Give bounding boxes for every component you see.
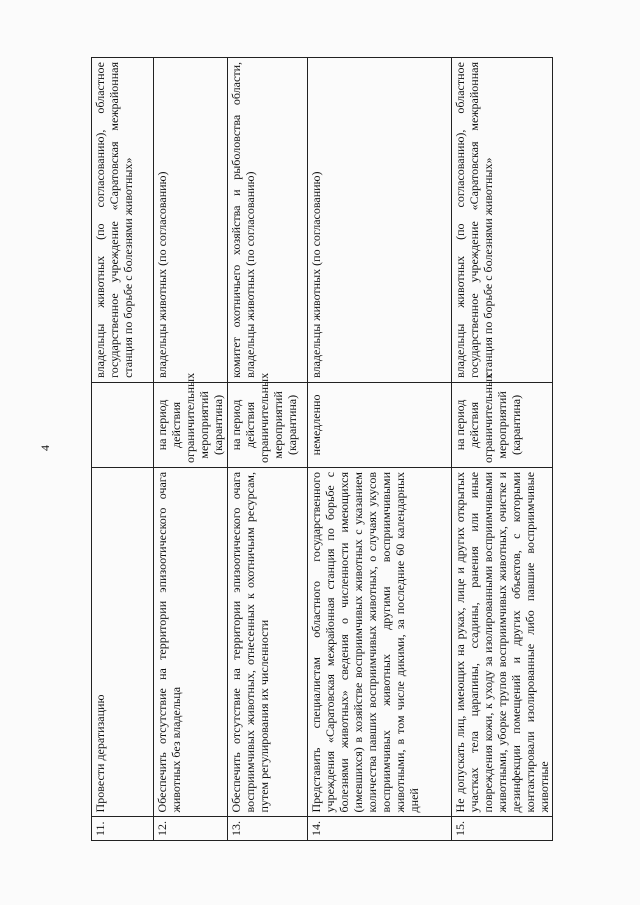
row-number: 13. (228, 817, 308, 841)
measures-table-container (91, 57, 551, 841)
measure-text: Обеспечить отсутствие на территории эпизоотического очага восприимчивых животных, отнесенных к охотничьим ресурсам, путем регулирования их численности (228, 467, 308, 816)
responsible-party: комитет охотничьего хозяйства и рыболовства области, владельцы животных (по согласованию) (228, 58, 308, 383)
measure-term: на период действия ограничительных мероприятий (карантина) (452, 382, 553, 467)
row-number: 15. (452, 817, 553, 841)
table-row (154, 58, 228, 841)
table-row (308, 58, 452, 841)
measure-text: Не допускать лиц, имеющих на руках, лице и других открытых участках тела царапины, ссадины, ранения или иные повреждения кожи, к уходу за изолированными восприимчивыми животными, уборке трупов восприимчивых животных, очистке и дезинфекции помещений и других объектов, с которыми контактировали изолированные либо павшие восприимчивые животные (452, 467, 553, 816)
measures-table (91, 57, 553, 841)
row-number: 11. (92, 817, 154, 841)
measure-term: на период действия ограничительных мероприятий (карантина) (228, 382, 308, 467)
measure-term (92, 382, 154, 467)
row-number: 14. (308, 817, 452, 841)
table-row (228, 58, 308, 841)
responsible-party: владельцы животных (по согласованию) (308, 58, 452, 383)
measure-text: Провести дератизацию (92, 467, 154, 816)
measure-text: Представить специалистам областного государственного учреждения «Саратовская межрайонная станция по борьбе с болезнями животных» сведения о численности имеющихся (имевшихся) в хозяйстве восприимчивых животных с указанием количества павших восприимчивых животных, о случаях укусов восприимчивых животных другими восприимчивыми животными, в том числе дикими, за последние 60 календарных дней (308, 467, 452, 816)
responsible-party: владельцы животных (по согласованию), областное государственное учреждение «Саратовская межрайонная станция по борьбе с болезнями животных» (452, 58, 553, 383)
measure-text: Обеспечить отсутствие на территории эпизоотического очага животных без владельца (154, 467, 228, 816)
table-row (92, 58, 154, 841)
table-row (452, 58, 553, 841)
page-number: 4 (38, 445, 52, 451)
row-number: 12. (154, 817, 228, 841)
responsible-party: владельцы животных (по согласованию), областное государственное учреждение «Саратовская межрайонная станция по борьбе с болезнями животных» (92, 58, 154, 383)
measure-term: немедленно (308, 382, 452, 467)
measure-term: на период действия ограничительных мероприятий (карантина) (154, 382, 228, 467)
responsible-party: владельцы животных (по согласованию) (154, 58, 228, 383)
